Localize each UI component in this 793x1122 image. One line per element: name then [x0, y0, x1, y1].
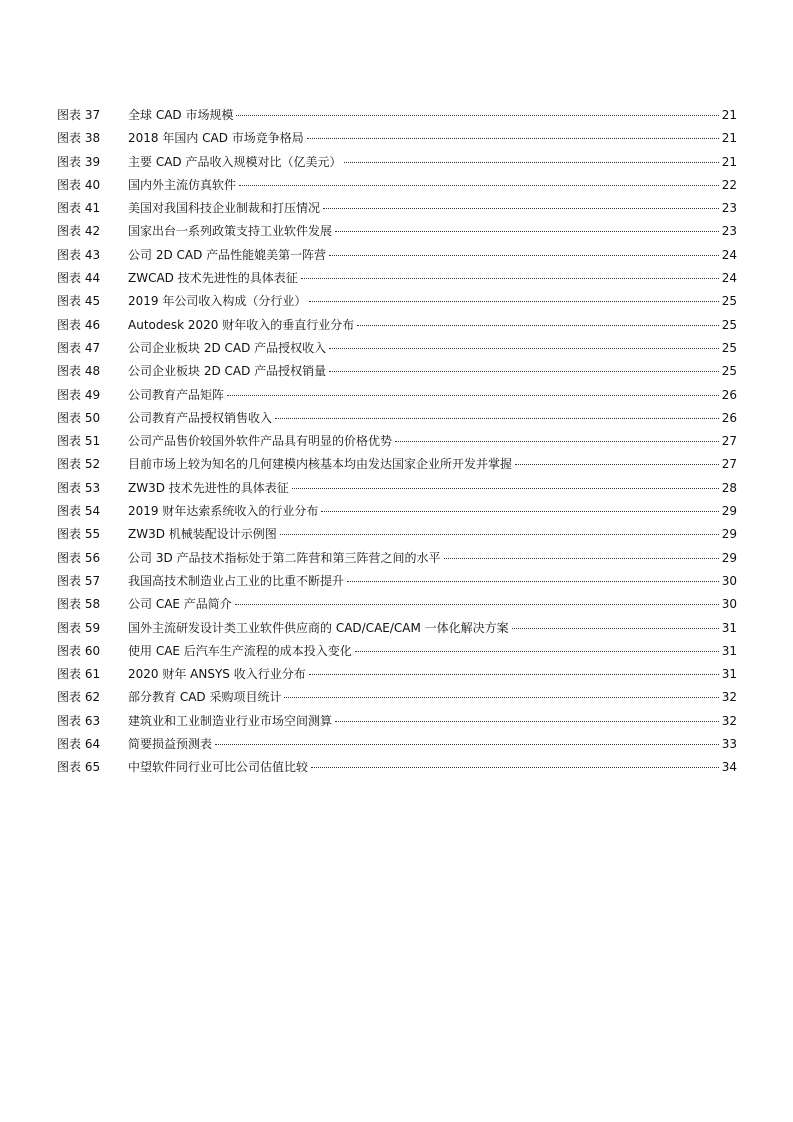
page-number: 29 — [721, 527, 737, 542]
figure-label: 图表 47 — [57, 340, 101, 355]
page-number: 24 — [721, 247, 737, 262]
toc-entry[interactable] — [57, 663, 737, 686]
toc-entry[interactable] — [57, 640, 737, 663]
dot-leader — [309, 674, 719, 675]
toc-entry[interactable] — [57, 174, 737, 197]
dot-leader — [347, 581, 719, 582]
figure-title: 中望软件同行业可比公司估值比较 — [128, 760, 309, 775]
figure-label: 图表 51 — [57, 434, 101, 449]
figure-label: 图表 41 — [57, 201, 101, 216]
page-number: 25 — [721, 364, 737, 379]
page-number: 29 — [721, 504, 737, 519]
page-number: 27 — [721, 457, 737, 472]
page-number: 21 — [721, 154, 737, 169]
figure-title: 公司 2D CAD 产品性能媲美第一阵营 — [128, 247, 327, 262]
page-number: 25 — [721, 317, 737, 332]
toc-entry[interactable] — [57, 523, 737, 546]
page-number: 31 — [721, 620, 737, 635]
figure-label: 图表 48 — [57, 364, 101, 379]
figure-title: 公司 3D 产品技术指标处于第二阵营和第三阵营之间的水平 — [128, 550, 441, 565]
dot-leader — [235, 604, 719, 605]
figure-label: 图表 64 — [57, 737, 101, 752]
figure-title: 公司产品售价较国外软件产品具有明显的价格优势 — [128, 434, 393, 449]
figure-title: 公司企业板块 2D CAD 产品授权销量 — [128, 364, 327, 379]
toc-entry[interactable] — [57, 593, 737, 616]
figure-title: 美国对我国科技企业制裁和打压情况 — [128, 201, 321, 216]
page-number: 23 — [721, 224, 737, 239]
page-number: 25 — [721, 340, 737, 355]
toc-entry[interactable] — [57, 407, 737, 430]
figure-label: 图表 44 — [57, 271, 101, 286]
toc-entry[interactable] — [57, 127, 737, 150]
page-number: 33 — [721, 737, 737, 752]
figure-title: 国内外主流仿真软件 — [128, 177, 237, 192]
figure-title: 2020 财年 ANSYS 收入行业分布 — [128, 667, 306, 682]
toc-entry[interactable] — [57, 104, 737, 127]
figure-label: 图表 50 — [57, 410, 101, 425]
dot-leader — [335, 231, 719, 232]
page-number: 32 — [721, 713, 737, 728]
figure-title: 目前市场上较为知名的几何建模内核基本均由发达国家企业所开发并掌握 — [128, 457, 513, 472]
dot-leader — [329, 255, 719, 256]
dot-leader — [357, 325, 718, 326]
page-number: 26 — [721, 387, 737, 402]
figure-title: 公司教育产品矩阵 — [128, 387, 225, 402]
figure-label: 图表 46 — [57, 317, 101, 332]
toc-entry[interactable] — [57, 360, 737, 383]
page-number: 31 — [721, 667, 737, 682]
figure-title: 国家出台一系列政策支持工业软件发展 — [128, 224, 333, 239]
toc-entry[interactable] — [57, 244, 737, 267]
toc-entry[interactable] — [57, 733, 737, 756]
figure-title: 建筑业和工业制造业行业市场空间测算 — [128, 713, 333, 728]
toc-entry[interactable] — [57, 617, 737, 640]
figure-title: 公司企业板块 2D CAD 产品授权收入 — [128, 340, 327, 355]
dot-leader — [329, 348, 719, 349]
dot-leader — [329, 371, 719, 372]
page-number: 34 — [721, 760, 737, 775]
toc-entry[interactable] — [57, 453, 737, 476]
dot-leader — [335, 721, 719, 722]
figure-label: 图表 43 — [57, 247, 101, 262]
figure-title: ZW3D 技术先进性的具体表征 — [128, 480, 289, 495]
page-number: 21 — [721, 131, 737, 146]
page-number: 21 — [721, 108, 737, 122]
toc-entry[interactable] — [57, 686, 737, 709]
dot-leader — [301, 278, 719, 279]
figure-label: 图表 65 — [57, 760, 101, 775]
toc-entry[interactable] — [57, 290, 737, 313]
figure-title: ZW3D 机械装配设计示例图 — [128, 527, 277, 542]
page-number: 30 — [721, 597, 737, 612]
figure-label: 图表 53 — [57, 480, 101, 495]
figure-label: 图表 37 — [57, 108, 101, 122]
figure-title: 部分教育 CAD 采购项目统计 — [128, 690, 282, 705]
figure-title: 2019 财年达索系统收入的行业分布 — [128, 504, 319, 519]
figure-label: 图表 59 — [57, 620, 101, 635]
toc-entry[interactable] — [57, 384, 737, 407]
figure-title: 全球 CAD 市场规模 — [128, 108, 234, 122]
dot-leader — [284, 697, 718, 698]
figure-title: 使用 CAE 后汽车生产流程的成本投入变化 — [128, 643, 352, 658]
page-number: 24 — [721, 271, 737, 286]
dot-leader — [307, 138, 719, 139]
figure-title: ZWCAD 技术先进性的具体表征 — [128, 271, 298, 286]
figure-title: Autodesk 2020 财年收入的垂直行业分布 — [128, 317, 355, 332]
figure-label: 图表 54 — [57, 504, 101, 519]
figure-title: 主要 CAD 产品收入规模对比（亿美元） — [128, 154, 342, 169]
figure-label: 图表 52 — [57, 457, 101, 472]
figure-label: 图表 61 — [57, 667, 101, 682]
dot-leader — [309, 301, 718, 302]
page-number: 31 — [721, 643, 737, 658]
toc-entry[interactable] — [57, 220, 737, 243]
figure-label: 图表 45 — [57, 294, 101, 309]
dot-leader — [321, 511, 718, 512]
figure-label: 图表 56 — [57, 550, 101, 565]
page-number: 29 — [721, 550, 737, 565]
dot-leader — [444, 558, 719, 559]
page-number: 28 — [721, 480, 737, 495]
dot-leader — [512, 628, 719, 629]
dot-leader — [344, 162, 718, 163]
toc-entry[interactable] — [57, 710, 737, 733]
figure-label: 图表 42 — [57, 224, 101, 239]
figure-title: 2019 年公司收入构成（分行业） — [128, 294, 307, 309]
dot-leader — [323, 208, 719, 209]
figure-label: 图表 39 — [57, 154, 101, 169]
page-number: 23 — [721, 201, 737, 216]
figure-label: 图表 55 — [57, 527, 101, 542]
page-number: 30 — [721, 573, 737, 588]
toc-entry[interactable] — [57, 756, 737, 779]
toc-entry[interactable] — [57, 337, 737, 360]
figure-title: 公司教育产品授权销售收入 — [128, 410, 273, 425]
dot-leader — [227, 395, 719, 396]
figure-title: 简要损益预测表 — [128, 737, 213, 752]
toc-entry[interactable] — [57, 151, 737, 174]
dot-leader — [395, 441, 719, 442]
toc-entry[interactable] — [57, 197, 737, 220]
figure-title: 我国高技术制造业占工业的比重不断提升 — [128, 573, 345, 588]
figure-title: 国外主流研发设计类工业软件供应商的 CAD/CAE/CAM 一体化解决方案 — [128, 620, 509, 635]
toc-entry[interactable] — [57, 570, 737, 593]
toc-entry[interactable] — [57, 267, 737, 290]
figure-title: 2018 年国内 CAD 市场竞争格局 — [128, 131, 304, 146]
figure-label: 图表 57 — [57, 573, 101, 588]
dot-leader — [311, 767, 719, 768]
dot-leader — [355, 651, 719, 652]
dot-leader — [280, 534, 719, 535]
page-number: 25 — [721, 294, 737, 309]
dot-leader — [239, 185, 719, 186]
toc-entry[interactable] — [57, 314, 737, 337]
figure-label: 图表 58 — [57, 597, 101, 612]
page-number: 26 — [721, 410, 737, 425]
toc-entry[interactable] — [57, 477, 737, 500]
figure-label: 图表 60 — [57, 643, 101, 658]
table-of-figures — [57, 104, 737, 780]
figure-label: 图表 38 — [57, 131, 101, 146]
dot-leader — [215, 744, 719, 745]
page-number: 22 — [721, 177, 737, 192]
toc-entry[interactable] — [57, 500, 737, 523]
figure-label: 图表 62 — [57, 690, 101, 705]
page-number: 27 — [721, 434, 737, 449]
page-number: 32 — [721, 690, 737, 705]
dot-leader — [275, 418, 719, 419]
toc-entry[interactable] — [57, 547, 737, 570]
dot-leader — [292, 488, 719, 489]
dot-leader — [236, 115, 718, 116]
figure-label: 图表 63 — [57, 713, 101, 728]
dot-leader — [515, 464, 719, 465]
toc-entry[interactable] — [57, 430, 737, 453]
figure-label: 图表 40 — [57, 177, 101, 192]
figure-title: 公司 CAE 产品简介 — [128, 597, 232, 612]
figure-label: 图表 49 — [57, 387, 101, 402]
